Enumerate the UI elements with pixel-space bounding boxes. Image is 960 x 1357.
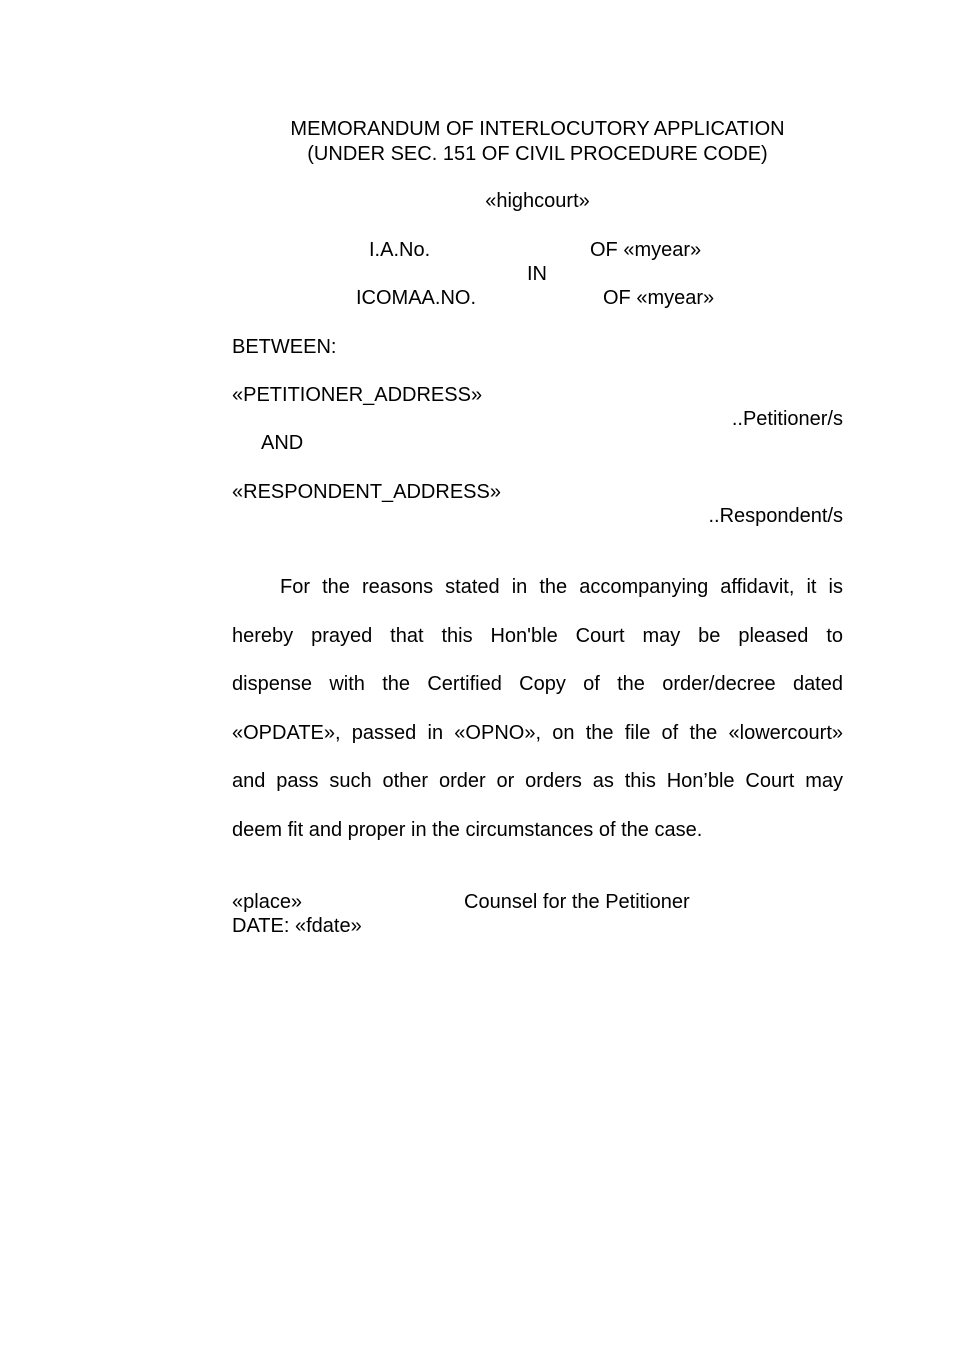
and-label: AND [261, 432, 304, 454]
heading-line-1: MEMORANDUM OF INTERLOCUTORY APPLICATION [290, 118, 785, 140]
main-case-year: OF «myear» [603, 287, 715, 309]
court-name: «highcourt» [485, 190, 590, 212]
counsel-signature-label: Counsel for the Petitioner [464, 891, 690, 913]
prayer-paragraph [232, 575, 843, 866]
respondent-role: ..Respondent/s [708, 505, 843, 527]
prayer-line: For the reasons stated in the accompanying affidavit, it is [280, 576, 843, 598]
prayer-line: «OPDATE», passed in «OPNO», on the file of the «lowercourt» [232, 721, 843, 744]
between-label: BETWEEN: [232, 336, 337, 358]
ia-number-label: I.A.No. [369, 239, 431, 261]
respondent-address: «RESPONDENT_ADDRESS» [232, 481, 501, 503]
prayer-line: deem fit and proper in the circumstances of the case. [232, 818, 703, 841]
date-field: DATE: «fdate» [232, 915, 362, 937]
prayer-line: and pass such other order or orders as this Hon’ble Court may [232, 770, 843, 792]
place-field: «place» [232, 891, 303, 913]
heading-line-2: (UNDER SEC. 151 OF CIVIL PROCEDURE CODE) [307, 143, 768, 165]
in-label: IN [527, 263, 547, 285]
main-case-number-label: ICOMAA.NO. [356, 287, 477, 309]
prayer-line: dispense with the Certified Copy of the order/decree dated [232, 673, 843, 695]
petitioner-address: «PETITIONER_ADDRESS» [232, 384, 483, 406]
prayer-line: hereby prayed that this Hon'ble Court may be pleased to [232, 624, 843, 647]
petitioner-role: ..Petitioner/s [731, 408, 843, 430]
ia-year: OF «myear» [590, 239, 702, 261]
